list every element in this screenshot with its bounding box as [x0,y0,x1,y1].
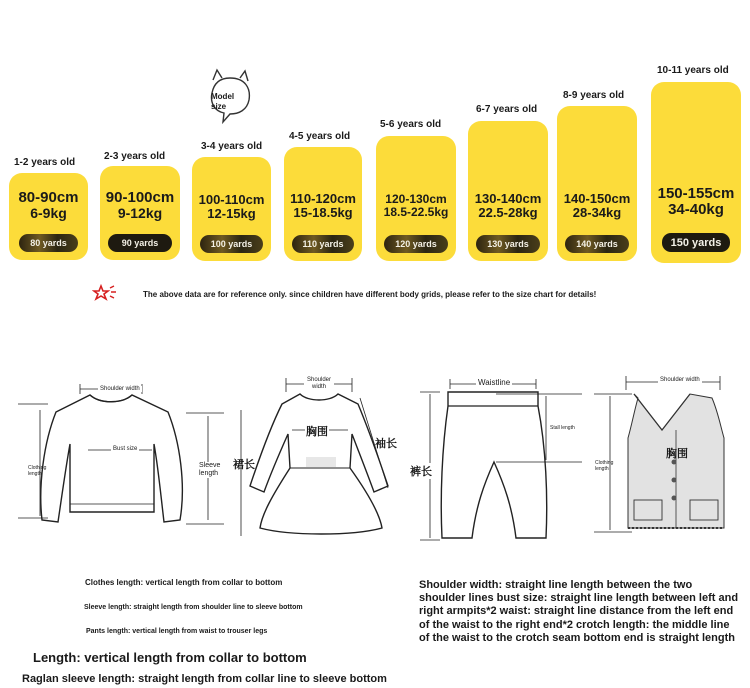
weight-range: 28-34kg [572,204,622,220]
dress-shoulder-width-label: Shoulder width [304,377,334,391]
age-label: 8-9 years old [563,90,625,101]
dress-sleeve-label: 袖长 [375,438,397,450]
weight-range: 9-12kg [117,204,163,221]
sleeve-length-caption: Sleeve length: straight length from shoulder line to sleeve bottom [84,604,303,611]
pants-length-label: 裤长 [410,463,432,479]
age-label: 6-7 years old [476,104,538,115]
size-yards-badge: 110 yards [292,235,354,253]
dress-bust-label: 胸围 [305,423,329,439]
size-yards-badge: 80 yards [19,234,78,252]
size-card [376,136,456,261]
dress-measurement-diagram [234,370,406,540]
weight-range: 6-9kg [30,204,67,221]
sleeve-length-label: Sleeve length [199,462,225,478]
age-label: 10-11 years old [657,65,729,76]
model-size-label: Model size [211,92,235,111]
size-card [9,173,88,260]
pants-length-caption: Pants length: vertical length from waist to trouser legs [86,628,268,635]
age-label: 3-4 years old [201,141,263,152]
size-yards-badge: 100 yards [200,235,263,253]
size-yards-badge: 140 yards [565,235,629,253]
weight-range: 18.5-22.5kg [383,204,449,219]
size-card [100,166,180,260]
size-card [192,157,271,261]
height-range: 90-100cm [105,189,175,206]
age-label: 1-2 years old [14,157,76,168]
height-range: 100-110cm [198,192,265,207]
age-label: 5-6 years old [380,119,442,130]
age-label: 4-5 years old [289,131,351,142]
size-card [468,121,548,261]
vest-bust-label: 胸围 [666,448,688,460]
disclaimer-text: The above data are for reference only. since children have different body grids, please refer to the size chart for details! [143,290,597,299]
age-label: 2-3 years old [104,151,166,162]
shoulder-width-label: Shoulder width [100,386,140,392]
height-range: 110-120cm [290,191,356,206]
size-yards-badge: 150 yards [662,233,730,252]
size-card [651,82,741,263]
waistline-label: Waistline [478,378,511,387]
raglan-caption: Raglan sleeve length: straight length from collar line to sleeve bottom [22,673,387,685]
size-yards-badge: 120 yards [384,235,448,253]
size-yards-badge: 130 yards [476,235,540,253]
weight-range: 22.5-28kg [478,204,538,220]
weight-range: 34-40kg [668,200,724,218]
weight-range: 15-18.5kg [293,204,353,220]
pants-measurement-diagram [420,370,585,542]
vest-clothing-length-label: Clothing length [595,460,614,472]
height-range: 150-155cm [657,185,735,202]
dress-length-label: 裙长 [233,459,255,471]
height-range: 140-150cm [563,191,631,206]
size-card [284,147,362,261]
vest-shoulder-width-label: Shoulder width [660,377,700,383]
length-caption: Length: vertical length from collar to bottom [33,650,307,665]
notice-star-icon [92,284,118,302]
bust-size-label: Bust size [113,446,138,452]
height-range: 80-90cm [18,189,79,206]
size-card [557,106,637,261]
size-yards-badge: 90 yards [108,234,172,252]
height-range: 120-130cm [385,192,447,206]
clothes-length-caption: Clothes length: vertical length from collar to bottom [85,578,283,587]
weight-range: 12-15kg [207,205,256,221]
stall-length-label: Stall length [550,425,575,431]
measurement-definitions: Shoulder width: straight line length between the two shoulder lines bust size: straight line length between left and right armpits*2 waist: straight line distance from the left end of the waist to the right end*2 crotch length: the middle line of the waist to the crotch seam bottom end is straight length [419,579,739,644]
clothing-length-label: Clothing length [28,465,47,477]
vest-measurement-diagram [590,370,740,542]
height-range: 130-140cm [474,191,542,206]
